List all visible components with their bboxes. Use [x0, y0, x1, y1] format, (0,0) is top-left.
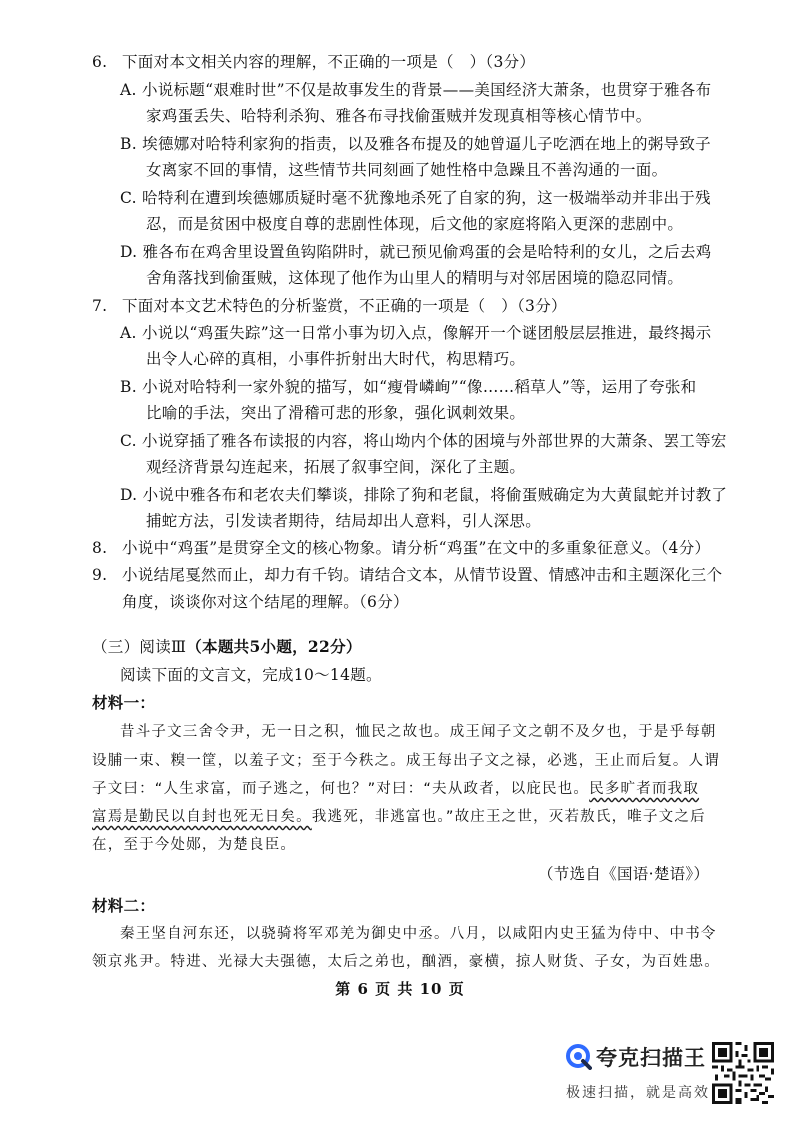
- q8-number: 8.: [92, 539, 108, 557]
- q9-line1: 小说结尾戛然而止，却力有千钧。请结合文本，从情节设置、情感冲击和主题深化三个: [122, 566, 723, 584]
- section3-heading: [92, 636, 362, 658]
- material1-line3-part1: 子文曰：“人生求富，而子逃之，何也？”对曰：“夫从政者，以庇民也。: [92, 781, 590, 797]
- q7-option-b-line1: B. 小说对哈特利一家外貌的描写，如“瘦骨嶙峋”“像……稻草人”等，运用了夸张和: [120, 378, 697, 396]
- material1-line4-part2: 我逃死，非逃富也。”故庄王之世，灭若敖氏，唯子文之后: [311, 809, 706, 825]
- material1-line4: [92, 806, 706, 828]
- q6-option-a-line1: A. 小说标题“艰难时世”不仅是故事发生的背景——美国经济大萧条，也贯穿于雅各布: [120, 81, 712, 99]
- brand-slogan: 极速扫描，就是高效: [566, 1085, 710, 1101]
- page-number: 第 6 页 共 10 页: [335, 980, 465, 998]
- q7-option-d-line2: 捕蛇方法，引发读者期待，结局却出人意料，引人深思。: [146, 512, 542, 530]
- material1-underlined-text-2: 富焉是勤民以自封也死无日矣。: [92, 809, 312, 825]
- q7-option-c-line1: C. 小说穿插了雅各布读报的内容，将山坳内个体的困境与外部世界的大萧条、罢工等宏: [120, 432, 727, 450]
- material1-label: 材料一：: [92, 693, 156, 712]
- q6-option-c-line1: C. 哈特利在遭到埃德娜质疑时毫不犹豫地杀死了自家的狗，这一极端举动并非出于残: [120, 189, 711, 207]
- section3-instruction: 阅读下面的文言文，完成10～14题。: [120, 666, 382, 684]
- q9-line2: 角度，谈谈你对这个结尾的理解。（6分）: [122, 593, 409, 611]
- material1-underlined-text-1: 民多旷者而我取: [589, 781, 700, 797]
- material1-line5: 在，至于今处郧，为楚良臣。: [92, 837, 297, 853]
- section3-heading-prefix: （三）阅读Ⅲ: [92, 638, 187, 656]
- material1-line1: 昔斗子文三舍令尹，无一日之积，恤民之故也。成王闻子文之朝不及夕也，于是乎每朝: [120, 724, 717, 740]
- material1-source: （节选自《国语·楚语》）: [538, 865, 710, 883]
- q7-option-a-line2: 出令人心碎的真相，小事件折射出大时代，构思精巧。: [146, 350, 526, 368]
- q6-option-d-line1: D. 雅各布在鸡舍里设置鱼钩陷阱时，就已预见偷鸡蛋的会是哈特利的女儿，之后去鸡: [120, 243, 712, 261]
- scanner-watermark: [566, 1042, 708, 1112]
- q6-stem: 下面对本文相关内容的理解，不正确的一项是（ ）（3分）: [122, 53, 536, 71]
- q6-option-b-line2: 女离家不回的事情，这些情节共同刻画了她性格中急躁且不善沟通的一面。: [146, 161, 668, 179]
- q6-option-c-line2: 忍，而是贫困中极度自尊的悲剧性体现，后文他的家庭将陷入更深的悲剧中。: [146, 215, 684, 233]
- q7-option-a-line1: A. 小说以“鸡蛋失踪”这一日常小事为切入点，像解开一个谜团般层层推进，最终揭示: [120, 324, 712, 342]
- q6-option-d-line2: 舍角落找到偷蛋贼，这体现了他作为山里人的精明与对邻居困境的隐忍同情。: [146, 269, 684, 287]
- material1-line2: 设脯一束、糗一筐，以羞子文；至于今秩之。成王每出子文之禄，必逃，王止而后复。人谓: [92, 753, 720, 769]
- q8-text: 小说中“鸡蛋”是贯穿全文的核心物象。请分析“鸡蛋”在文中的多重象征意义。（4分）: [122, 539, 711, 557]
- q7-number: 7.: [92, 297, 108, 315]
- q7-option-b-line2: 比喻的手法，突出了滑稽可悲的形象，强化讽刺效果。: [146, 404, 526, 422]
- material2-line1: 秦王坚自河东还，以骁骑将军邓羌为御史中丞。八月，以咸阳内史王猛为侍中、中书令: [120, 926, 717, 942]
- material2-line2: 领京兆尹。特进、光禄大夫强德，太后之弟也，酗酒，豪横，掠人财货、子女，为百姓患。: [92, 954, 720, 970]
- material2-label: 材料二：: [92, 896, 156, 915]
- section3-heading-detail: （本题共5小题，22分）: [186, 637, 362, 656]
- q6-option-a-line2: 家鸡蛋丢失、哈特利杀狗、雅各布寻找偷蛋贼并发现真相等核心情节中。: [146, 107, 652, 125]
- q7-option-d-line1: D. 小说中雅各布和老农夫们攀谈，排除了狗和老鼠，将偷蛋贼确定为大黄鼠蛇并讨教了: [120, 486, 728, 504]
- brand-name: 夸克扫描王: [596, 1046, 706, 1070]
- q6-option-b-line1: B. 埃德娜对哈特利家狗的指责，以及雅各布提及的她曾逼儿子吃洒在地上的粥导致子: [120, 135, 711, 153]
- q6-number: 6.: [92, 53, 108, 71]
- q7-stem: 下面对本文艺术特色的分析鉴赏，不正确的一项是（ ）（3分）: [122, 297, 567, 315]
- qr-code-icon: [712, 1042, 774, 1104]
- q9-number: 9.: [92, 566, 108, 584]
- quark-logo-icon: [566, 1044, 592, 1070]
- material1-line3: [92, 778, 699, 800]
- q7-option-c-line2: 观经济背景勾连起来，拓展了叙事空间，深化了主题。: [146, 458, 526, 476]
